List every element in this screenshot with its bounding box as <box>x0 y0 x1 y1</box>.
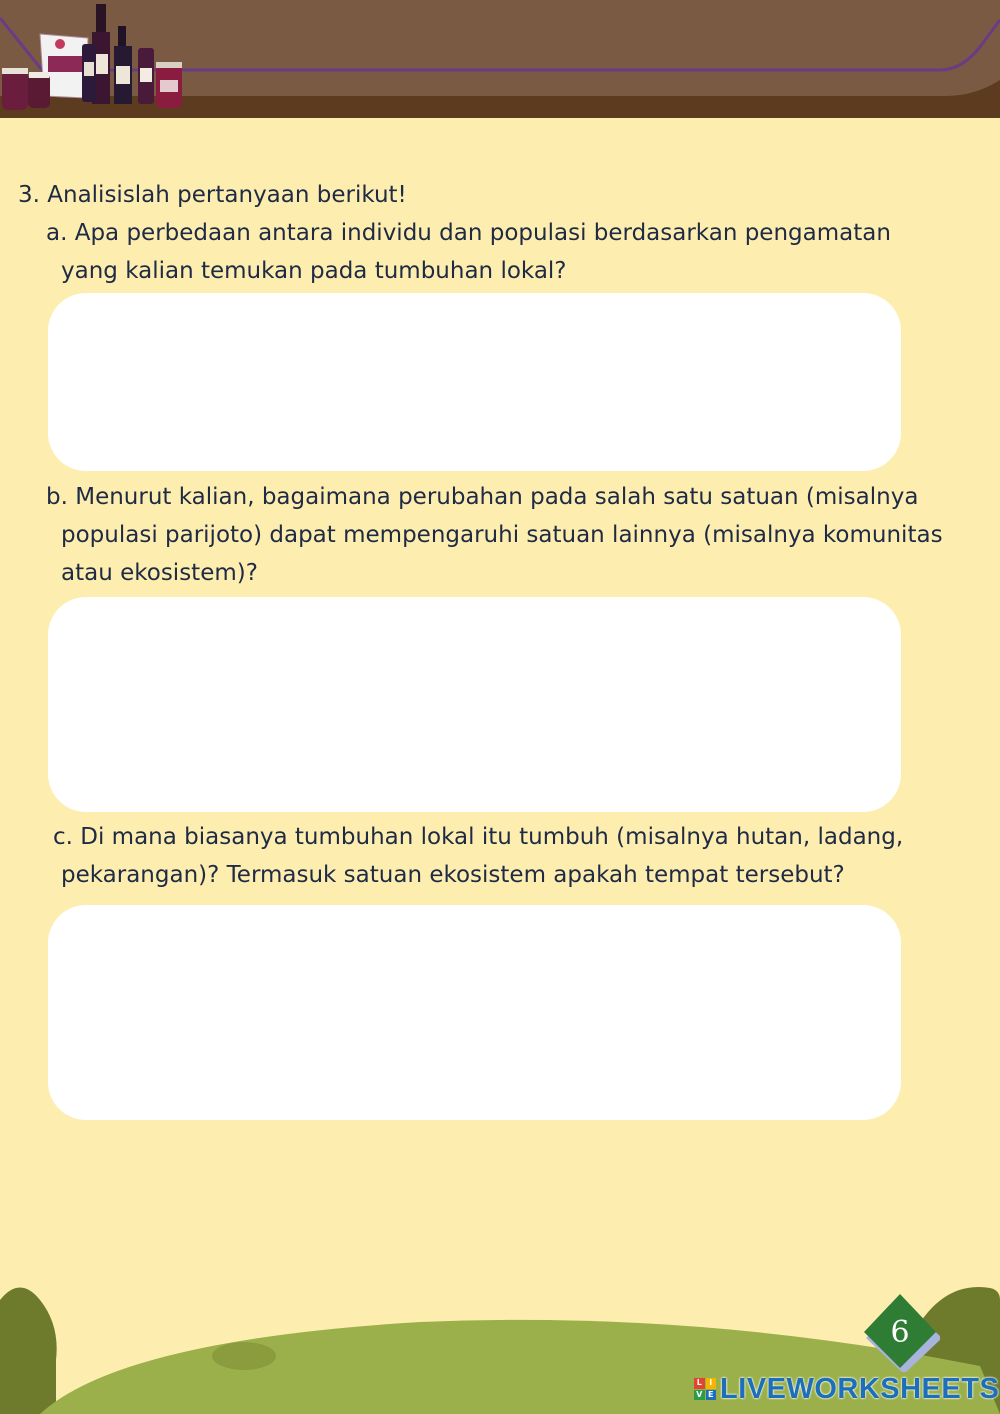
question-b <box>46 478 943 592</box>
answer-box-b[interactable] <box>48 597 901 812</box>
question-a-line-1: a. Apa perbedaan antara individu dan populasi berdasarkan pengamatan <box>46 220 891 246</box>
question-b-line-2: populasi parijoto) dapat mempengaruhi satuan lainnya (misalnya komunitas <box>61 522 943 548</box>
answer-box-c[interactable] <box>48 905 901 1120</box>
question-c <box>53 818 903 894</box>
liveworksheets-logo-icon: L I V E <box>694 1378 716 1400</box>
question-title: 3. Analisislah pertanyaan berikut! <box>18 182 407 208</box>
question-a-line-2: yang kalian temukan pada tumbuhan lokal? <box>61 258 567 284</box>
question-b-line-1: b. Menurut kalian, bagaimana perubahan pada salah satu satuan (misalnya <box>46 484 919 510</box>
parijoto-products-image <box>0 0 190 118</box>
question-c-line-1: c. Di mana biasanya tumbuhan lokal itu tumbuh (misalnya hutan, ladang, <box>53 824 904 850</box>
question-c-line-2: pekarangan)? Termasuk satuan ekosistem apakah tempat tersebut? <box>61 862 845 888</box>
liveworksheets-text: LIVEWORKSHEETS <box>720 1372 1000 1405</box>
liveworksheets-watermark <box>694 1372 999 1406</box>
question-b-line-3: atau ekosistem)? <box>61 560 258 586</box>
page-number: 6 <box>890 1314 910 1350</box>
answer-box-a[interactable] <box>48 293 901 471</box>
question-a <box>46 214 891 290</box>
